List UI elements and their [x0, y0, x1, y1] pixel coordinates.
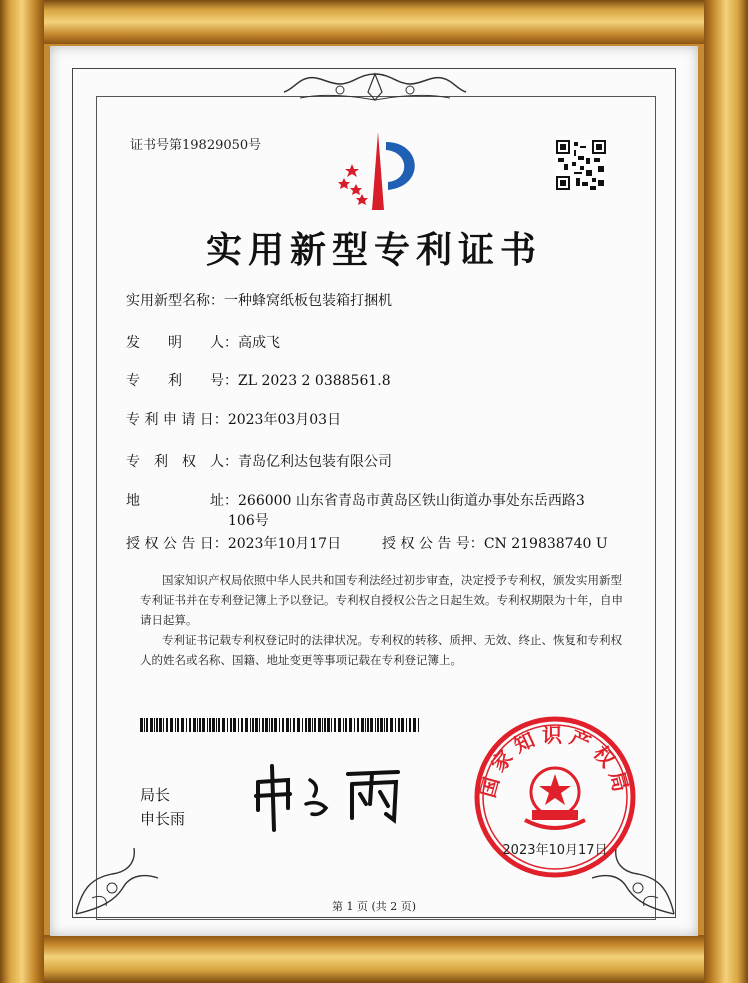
seal-date: 2023年10月17日	[502, 843, 608, 858]
cnipa-logo-icon	[330, 128, 430, 214]
field-value: 266000 山东省青岛市黄岛区铁山街道办事处东岳西路3	[238, 493, 585, 509]
signatory-name: 申长雨	[140, 810, 186, 828]
paragraph-1-line-2: 专利证书并在专利登记簿上予以登记。专利权自授权公告之日起生效。专利权期限为十年，自申	[140, 593, 623, 607]
field-patentee	[126, 451, 392, 471]
field-grant-date	[126, 533, 341, 553]
field-value: ZL 2023 2 0388561.8	[238, 373, 391, 389]
seal-text: 国家知识产权局	[475, 723, 635, 801]
signatory-role: 局长	[140, 786, 171, 804]
barcode-icon	[140, 718, 422, 732]
top-ornament-icon	[280, 70, 470, 104]
signature-icon	[248, 752, 418, 832]
field-label: 实用新型名称：	[126, 293, 224, 309]
field-value: 2023年10月17日	[227, 536, 342, 552]
field-inventor	[126, 332, 280, 352]
field-value: 一种蜂窝纸板包装箱打捆机	[224, 293, 392, 309]
qr-code-icon	[556, 140, 606, 190]
field-address-line2: 106号	[228, 513, 269, 529]
certificate-number: 证书号第19829050号	[130, 138, 262, 153]
field-utility-model-name	[126, 290, 392, 310]
field-grant-number	[382, 533, 608, 553]
field-label: 发 明 人：	[126, 335, 238, 351]
official-seal-icon	[470, 712, 640, 882]
field-patent-number	[126, 370, 391, 390]
paragraph-2-line-1: 专利证书记载专利权登记时的法律状况。专利权的转移、质押、无效、终止、恢复和专利权	[162, 633, 622, 647]
field-value: CN 219838740 U	[483, 536, 608, 552]
page-number: 第 1 页 (共 2 页)	[331, 900, 417, 913]
field-address	[126, 490, 585, 510]
field-label: 专 利 号：	[126, 373, 238, 389]
field-label: 专 利 申 请 日：	[126, 412, 228, 428]
field-value: 2023年03月03日	[227, 412, 342, 428]
paragraph-1-line-3: 请日起算。	[140, 613, 198, 627]
paragraph-1-line-1: 国家知识产权局依照中华人民共和国专利法经过初步审查，决定授予专利权，颁发实用新型	[162, 573, 622, 587]
paragraph-2-line-2: 人的姓名或名称、国籍、地址变更等事项记载在专利登记簿上。	[140, 653, 462, 667]
field-value: 青岛亿利达包装有限公司	[238, 454, 392, 470]
field-label: 授 权 公 告 号：	[382, 536, 484, 552]
field-application-date	[126, 409, 341, 429]
field-value: 高成飞	[238, 335, 280, 351]
certificate-title: 实用新型专利证书	[205, 229, 542, 271]
field-label: 授 权 公 告 日：	[126, 536, 228, 552]
field-label: 专 利 权 人：	[126, 454, 238, 470]
field-label: 地 址：	[126, 493, 238, 509]
